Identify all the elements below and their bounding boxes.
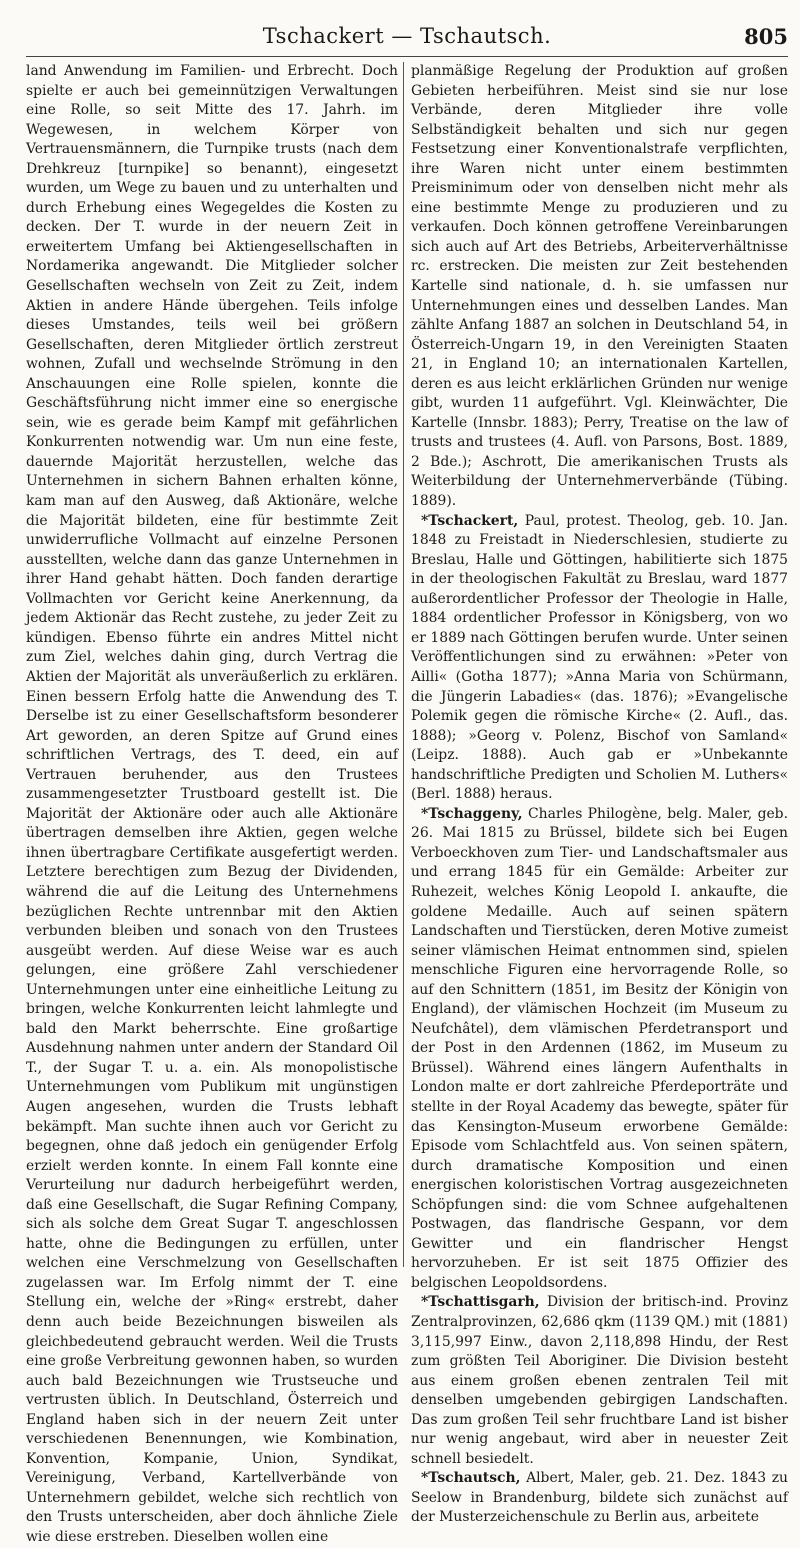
entry-tschautsch: [411, 1469, 788, 1528]
entry-text-tschattisgarh: Division der britisch-ind. Provinz Zentralprovinzen, 62,686 qkm (1139 QM.) mit (1881) 3,115,997 Einw., davon 2,118,898 Hindu, der Rest zum größten Teil Aboriginer. Die Division besteht aus einem großen ebenen zentralen Teil mit denselben umgebenden gebirgigen Landschaften. Das zum großen Teil sehr fruchtbare Land ist bisher nur wenig angebaut, wird aber in neuester Zeit schnell besiedelt.: [411, 1294, 788, 1467]
page-header: [26, 16, 788, 57]
headword-tschackert: *Tschackert,: [421, 512, 519, 529]
headword-tschautsch: *Tschautsch,: [421, 1470, 521, 1487]
entry-text-tschackert: Paul, protest. Theolog, geb. 10. Jan. 1848 zu Freistadt in Niederschlesien, studierte zu Breslau, Halle und Göttingen, habilitierte sich 1875 in der theologischen Fakultät zu Breslau, ward 1877 außerordentlicher Professor der Theologie in Halle, 1884 ordentlicher Professor in Königsberg, von wo er 1889 nach Göttingen berufen wurde. Unter seinen Veröffentlichungen sind zu erwähnen: »Peter von Ailli« (Gotha 1877); »Anna Maria von Schürmann, die Jüngerin Labadies« (das. 1876); »Evangelische Polemik gegen die römische Kirche« (2. Aufl., das. 1888); »Georg v. Polenz, Bischof von Samland« (Leipz. 1888). Auch gab er »Unbekannte handschriftliche Predigten und Scholien M. Luthers« (Berl. 1888) heraus.: [411, 512, 788, 803]
trust-article-continuation: land Anwendung im Familien- und Erbrecht. Doch spielte er auch bei gemeinnützigen Verwaltungen eine Rolle, so seit Mitte des 17. Jahrh. im Wegewesen, in welchem Körper von Vertrauensmännern, die Turnpike trusts (nach dem Drehkreuz [turnpike] so benannt), eingesetzt wurden, um Wege zu bauen und zu unterhalten und durch Erhebung eines Wegegeldes die Kosten zu decken. Der T. wurde in der neuern Zeit in erweitertem Umfang bei Aktiengesellschaften in Nordamerika angewandt. Die Mitglieder solcher Gesellschaften wechseln von Zeit zu Zeit, indem Aktien in andere Hände übergehen. Teils infolge dieses Umstandes, teils weil bei größern Gesellschaften, deren Mitglieder örtlich zerstreut wohnen, Zufall und wechselnde Strömung in den Anschauungen eine Rolle spielen, konnte die Geschäftsführung nicht immer eine so energische sein, wie es gerade beim Kampf mit gefährlichen Konkurrenten notwendig war. Um nun eine feste, dauernde Majorität herzustellen, welche das Unternehmen in sichern Bahnen erhalten könne, kam man auf den Ausweg, daß Aktionäre, welche die Majorität bildeten, eine für bestimmte Zeit unwiderrufliche Vollmacht auf einzelne Personen ausstellten, welche dann das ganze Unternehmen in ihrer Hand gehabt hätten. Doch fanden derartige Vollmachten vor Gericht keine Anerkennung, da jedem Aktionär das Recht zustehe, zu jeder Zeit zu kündigen. Ebenso führte ein andres Mittel nicht zum Ziel, welches dahin ging, durch Vertrag die Aktien der Majorität als unveräußerlich zu erklären. Einen bessern Erfolg hatte die Anwendung des T. Derselbe ist zu einer Gesellschaftsform besonderer Art geworden, an deren Spitze auf Grund eines schriftlichen Vertrags, des T. deed, ein auf Vertrauen beruhender, aus den Trustees zusammengesetzter Trustboard gestellt ist. Die Majorität der Aktionäre oder auch alle Aktionäre übertragen demselben ihre Aktien, gegen welche ihnen übertragbare Certifikate ausgefertigt werden. Letztere berechtigen zum Bezug der Dividenden, während die auf die Leitung des Unternehmens bezüglichen Rechte untrennbar mit den Aktien verbunden bleiben und sonach von den Trustees ausgeübt werden. Auf diese Weise war es auch gelungen, eine größere Zahl verschiedener Unternehmungen unter eine einheitliche Leitung zu bringen, welche Konkurrenten leicht lahmlegte und bald den Markt beherrschte. Eine großartige Ausdehnung nahmen unter andern der Standard Oil T., der Sugar T. u. a. ein. Als monopolistische Unternehmungen vom Publikum mit ungünstigen Augen angesehen, wurden die Trusts lebhaft bekämpft. Man suchte ihnen auch vor Gericht zu begegnen, ohne daß jedoch ein genügender Erfolg erzielt werden konnte. In einem Fall konnte eine Verurteilung nur dadurch herbeigeführt werden, daß eine Gesellschaft, die Sugar Refining Company, sich als solche dem Great Sugar T. angeschlossen hatte, ohne die Bedingungen zu erfüllen, unter welchen eine Verschmelzung von Gesellschaften zugelassen war. Im Erfolg nimmt der T. eine Stellung ein, welche der »Ring« erstrebt, daher denn auch beide Bezeichnungen bisweilen als gleichbedeutend gebraucht werden. Weil die Trusts eine große Verbreitung gewonnen haben, so wurden auch bald Bezeichnungen wie Trustseuche und vertrusten üblich. In Deutschland, Österreich und England haben sich in der neuern Zeit unter verschiedenen Benennungen, wie Kombination, Konvention, Kompanie, Union, Syndikat, Vereinigung, Verband, Kartellverbände von Unternehmern gebildet, welche sich rechtlich von den Trusts unterscheiden, aber doch ähnliche Ziele wie diese erstreben. Dieselben wollen eine: [26, 63, 398, 1546]
left-column: [26, 62, 398, 1546]
column-divider: [403, 62, 404, 1267]
entry-text-tschautsch: Albert, Maler, geb. 21. Dez. 1843 zu Seelow in Brandenburg, bildete sich zunächst auf der Musterzeichenschule zu Berlin aus, arbeitete: [411, 1470, 788, 1526]
entry-tschattisgarh: [411, 1293, 788, 1469]
entry-text-tschaggeny: Charles Philogène, belg. Maler, geb. 26. Mai 1815 zu Brüssel, bildete sich bei Eugen Verboeckhoven zum Tier- und Landschaftsmaler aus und errang 1845 für ein Gemälde: Arbeiter zur Ruhezeit, welches König Leopold I. ankaufte, die goldene Medaille. Auch auf seinen spätern Landschaften und Tierstücken, deren Motive zumeist seiner vlämischen Heimat entnommen sind, spielen menschliche Figuren eine hervorragende Rolle, so auf den Schnittern (1851, im Besitz der Königin von England), der vlämischen Hochzeit (im Museum zu Neufchâtel), dem vlämischen Pferdetransport und der Post in den Ardennen (1862, im Museum zu Brüssel). Während eines längern Aufenthalts in London malte er dort zahlreiche Pferdeporträte und stellte in der Royal Academy das bewegte, später für das Kensington-Museum erworbene Gemälde: Episode vom Schlachtfeld aus. Von seinen spätern, durch dramatische Komposition und einen energischen koloristischen Vortrag ausgezeichneten Schöpfungen sind: die vom Schnee aufgehaltenen Postwagen, das flandrische Gespann, vor dem Gewitter und ein flandrischer Hengst hervorzuheben. Er ist seit 1875 Offizier des belgischen Leopoldsordens.: [411, 805, 788, 1291]
page-number: 805: [744, 24, 788, 49]
running-title: Tschackert — Tschautsch.: [262, 24, 552, 48]
headword-tschaggeny: *Tschaggeny,: [421, 805, 523, 822]
entry-tschaggeny: [411, 805, 788, 1294]
right-column: [411, 62, 788, 1526]
entry-tschackert: [411, 512, 788, 805]
headword-tschattisgarh: *Tschattisgarh,: [421, 1294, 540, 1311]
trust-article-end: planmäßige Regelung der Produktion auf großen Gebieten herbeiführen. Meist sind sie nur lose Verbände, deren Mitglieder ihre volle Selbständigkeit behalten und sich nur gegen Festsetzung einer Konventionalstrafe verpflichten, ihre Waren nicht unter einem bestimmten Preisminimum oder von denselben nicht mehr als eine bestimmte Menge zu produzieren und zu verkaufen. Doch können getroffene Vereinbarungen sich auch auf Art des Betriebs, Arbeiterverhältnisse rc. erstrecken. Die meisten zur Zeit bestehenden Kartelle sind nationale, d. h. sie umfassen nur Unternehmungen eines und desselben Landes. Man zählte Anfang 1887 an solchen in Deutschland 54, in Österreich-Ungarn 19, in den Vereinigten Staaten 21, in England 10; an internationalen Kartellen, deren es aus leicht erklärlichen Gründen nur wenige gibt, wurden 11 aufgeführt. Vgl. Kleinwächter, Die Kartelle (Innsbr. 1883); Perry, Treatise on the law of trusts and trustees (4. Aufl. von Parsons, Bost. 1889, 2 Bde.); Aschrott, Die amerikanischen Trusts als Weiterbildung der Unternehmerverbände (Tübing. 1889).: [411, 63, 788, 510]
